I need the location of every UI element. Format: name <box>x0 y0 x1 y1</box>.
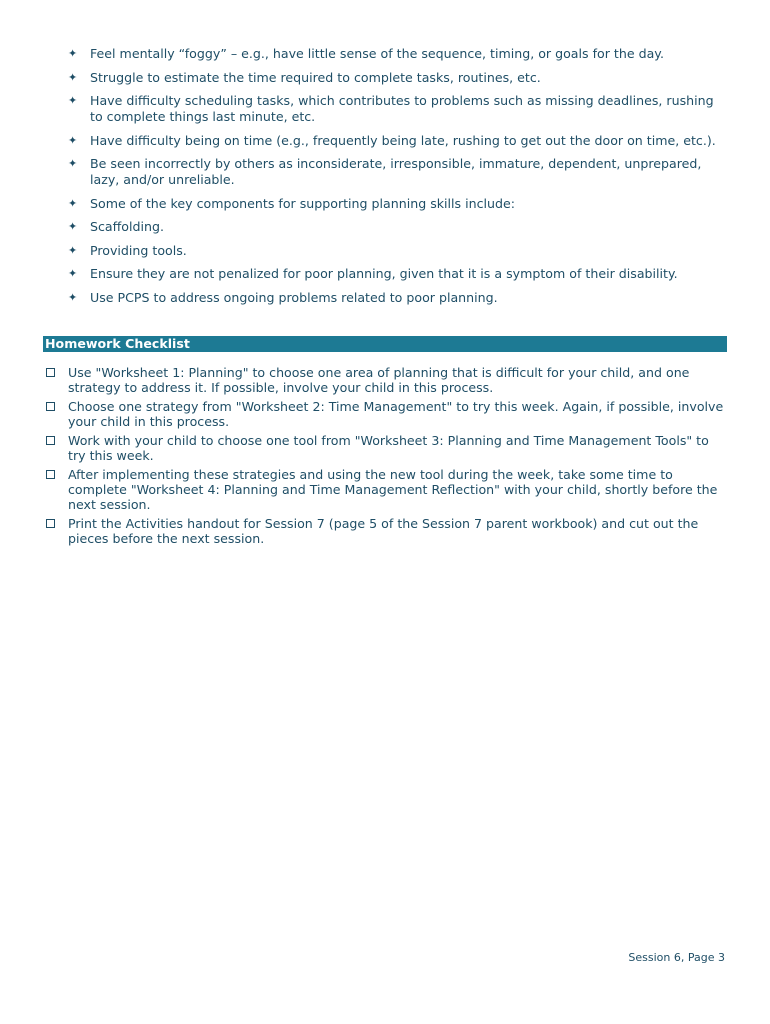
bullet-item <box>68 243 728 259</box>
star-bullet-icon: ✦ <box>68 157 78 170</box>
bullet-text: Scaffolding. <box>90 219 164 234</box>
bullet-item <box>68 93 728 125</box>
checklist-item-text: Use "Worksheet 1: Planning" to choose one area of planning that is difficult for your child, and one strategy to address it. If possible, involve your child in this process. <box>68 365 690 395</box>
bullet-text: Use PCPS to address ongoing problems related to poor planning. <box>90 289 498 305</box>
checklist-item <box>43 433 727 463</box>
bullet-text: Struggle to estimate the time required to complete tasks, routines, etc. <box>90 69 541 85</box>
bullet-text: Some of the key components for supporting planning skills include: <box>90 195 515 211</box>
star-bullet-icon: ✦ <box>68 196 78 210</box>
bullet-text: Have difficulty scheduling tasks, which contributes to problems such as missing deadlines, rushing to complete things last minute, etc. <box>90 93 714 124</box>
checklist-item <box>43 516 727 546</box>
checklist-item-text: After implementing these strategies and using the new tool during the week, take some time to complete "Worksheet 4: Planning and Time Management Reflection" with your child, shortly before the next session. <box>68 467 718 512</box>
bullet-item <box>68 290 728 306</box>
bullet-item <box>68 219 728 235</box>
page-number-footer: Session 6, Page 3 <box>628 951 725 964</box>
star-bullet-icon: ✦ <box>68 133 78 147</box>
checkbox-icon[interactable] <box>46 470 55 479</box>
star-bullet-icon: ✦ <box>68 267 78 280</box>
checklist-item <box>43 467 727 512</box>
bullet-text: Providing tools. <box>90 242 187 258</box>
star-bullet-icon: ✦ <box>68 290 78 304</box>
homework-checklist-heading: Homework Checklist <box>43 336 727 352</box>
checklist-item <box>43 399 727 429</box>
bullet-item <box>68 70 728 86</box>
bullet-item <box>68 46 728 62</box>
checkbox-icon[interactable] <box>46 436 55 445</box>
star-bullet-icon: ✦ <box>68 94 78 107</box>
bullet-item <box>68 196 728 212</box>
bullet-text: Feel mentally “foggy” – e.g., have little sense of the sequence, timing, or goals for the day. <box>90 46 664 61</box>
homework-checklist <box>43 365 727 550</box>
checkbox-icon[interactable] <box>46 519 55 528</box>
star-bullet-icon: ✦ <box>68 70 78 84</box>
bullet-text: Have difficulty being on time (e.g., frequently being late, rushing to get out the door on time, etc.). <box>90 132 716 148</box>
bullet-text: Be seen incorrectly by others as inconsiderate, irresponsible, immature, dependent, unprepared, lazy, and/or unreliable. <box>90 156 702 187</box>
star-bullet-icon: ✦ <box>68 243 78 257</box>
checklist-item-text: Choose one strategy from "Worksheet 2: Time Management" to try this week. Again, if possible, involve your child in this process. <box>68 399 724 429</box>
checkbox-icon[interactable] <box>46 402 55 411</box>
bullet-item <box>68 156 728 188</box>
bullet-item <box>68 133 728 149</box>
star-bullet-icon: ✦ <box>68 220 78 233</box>
bullet-text: Ensure they are not penalized for poor planning, given that it is a symptom of their disability. <box>90 266 678 281</box>
checklist-item-text: Print the Activities handout for Session 7 (page 5 of the Session 7 parent workbook) and cut out the pieces before the next session. <box>68 516 699 546</box>
checklist-item-text: Work with your child to choose one tool from "Worksheet 3: Planning and Time Management Tools" to try this week. <box>68 433 709 463</box>
checklist-item <box>43 365 727 395</box>
star-bullet-icon: ✦ <box>68 47 78 60</box>
checkbox-icon[interactable] <box>46 368 55 377</box>
symptom-bullet-list <box>68 46 728 313</box>
bullet-item <box>68 266 728 282</box>
